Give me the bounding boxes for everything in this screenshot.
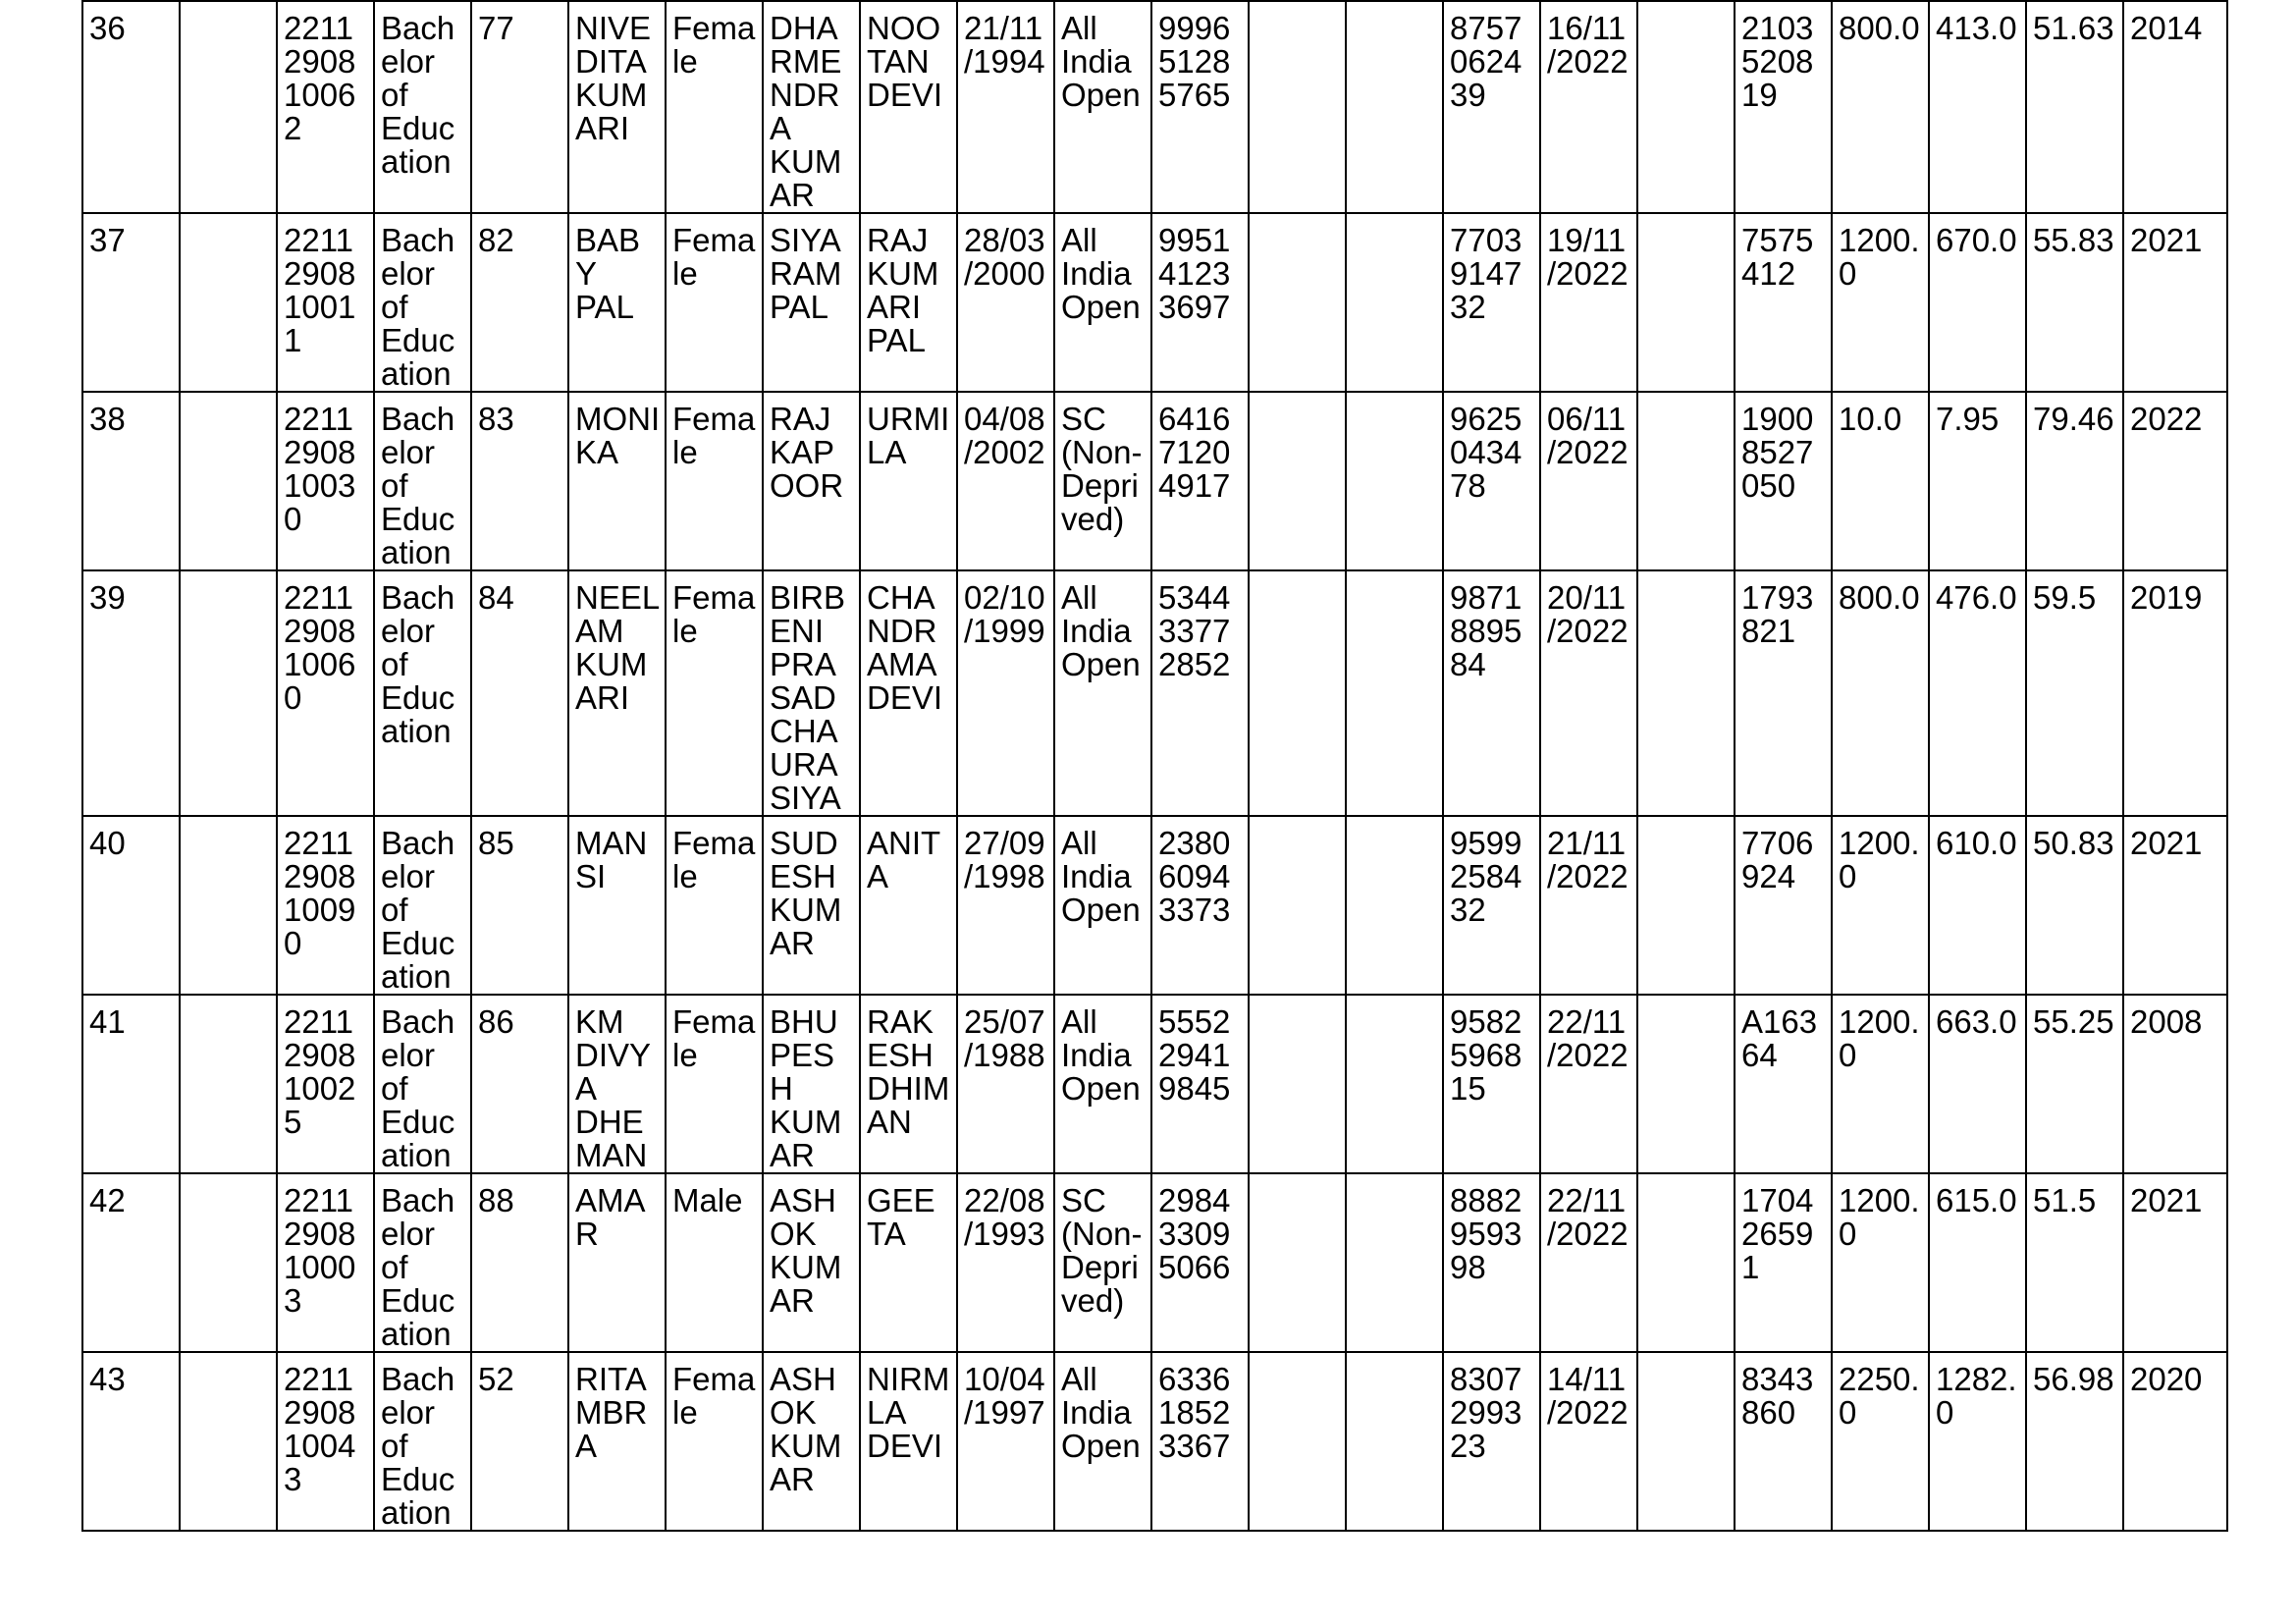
table-cell: SC (Non- Depri ved) bbox=[1054, 1173, 1151, 1352]
table-cell: 1793 821 bbox=[1735, 570, 1832, 816]
table-cell bbox=[1637, 1352, 1735, 1531]
table-cell: 2211 2908 1003 0 bbox=[277, 392, 374, 570]
table-cell: 1704 2659 1 bbox=[1735, 1173, 1832, 1352]
table-cell: 1200. 0 bbox=[1832, 1173, 1929, 1352]
table-cell: 21/11 /1994 bbox=[957, 1, 1054, 213]
table-cell: 79.46 bbox=[2026, 392, 2123, 570]
table-cell: 615.0 bbox=[1929, 1173, 2026, 1352]
table-cell: 37 bbox=[82, 213, 180, 392]
table-cell: Bach elor of Educ ation bbox=[374, 1, 471, 213]
table-cell: 36 bbox=[82, 1, 180, 213]
table-cell: 2380 6094 3373 bbox=[1151, 816, 1249, 995]
table-cell: 06/11 /2022 bbox=[1540, 392, 1637, 570]
table-cell: 9996 5128 5765 bbox=[1151, 1, 1249, 213]
table-cell: 51.63 bbox=[2026, 1, 2123, 213]
table-cell: 50.83 bbox=[2026, 816, 2123, 995]
table-cell: A163 64 bbox=[1735, 995, 1832, 1173]
table-cell: 2020 bbox=[2123, 1352, 2227, 1531]
table-row bbox=[82, 816, 2227, 995]
table-cell bbox=[180, 1, 277, 213]
table-cell: MAN SI bbox=[568, 816, 666, 995]
table-cell: 7.95 bbox=[1929, 392, 2026, 570]
table-cell bbox=[180, 816, 277, 995]
table-cell: 04/08 /2002 bbox=[957, 392, 1054, 570]
table-cell: 1200. 0 bbox=[1832, 995, 1929, 1173]
table-cell: RAJ KUM ARI PAL bbox=[860, 213, 957, 392]
table-cell: All India Open bbox=[1054, 1, 1151, 213]
table-cell: 25/07 /1988 bbox=[957, 995, 1054, 1173]
table-cell: 10.0 bbox=[1832, 392, 1929, 570]
table-cell: 6416 7120 4917 bbox=[1151, 392, 1249, 570]
table-cell: 2014 bbox=[2123, 1, 2227, 213]
table-cell bbox=[1249, 995, 1346, 1173]
table-cell: KM DIVY A DHE MAN bbox=[568, 995, 666, 1173]
table-cell: Fema le bbox=[666, 392, 763, 570]
table-cell bbox=[1346, 1173, 1443, 1352]
table-cell: 39 bbox=[82, 570, 180, 816]
table-cell bbox=[180, 995, 277, 1173]
table-cell: 02/10 /1999 bbox=[957, 570, 1054, 816]
table-cell: Bach elor of Educ ation bbox=[374, 392, 471, 570]
table-cell: 85 bbox=[471, 816, 568, 995]
table-cell bbox=[1637, 1173, 1735, 1352]
table-cell bbox=[1346, 213, 1443, 392]
table-cell bbox=[1346, 1352, 1443, 1531]
table-row bbox=[82, 570, 2227, 816]
table-cell bbox=[180, 570, 277, 816]
table-cell bbox=[180, 392, 277, 570]
table-cell: 20/11 /2022 bbox=[1540, 570, 1637, 816]
table-cell: Fema le bbox=[666, 1352, 763, 1531]
table-cell: 22/11 /2022 bbox=[1540, 1173, 1637, 1352]
table-cell: 14/11 /2022 bbox=[1540, 1352, 1637, 1531]
records-table bbox=[81, 0, 2228, 1532]
table-cell: 10/04 /1997 bbox=[957, 1352, 1054, 1531]
table-cell bbox=[1249, 1352, 1346, 1531]
table-cell bbox=[1637, 570, 1735, 816]
table-cell: 8757 0624 39 bbox=[1443, 1, 1540, 213]
table-cell: Fema le bbox=[666, 570, 763, 816]
table-cell: 2250. 0 bbox=[1832, 1352, 1929, 1531]
table-cell bbox=[1249, 570, 1346, 816]
table-cell: 1200. 0 bbox=[1832, 213, 1929, 392]
table-cell bbox=[1346, 392, 1443, 570]
table-cell: 84 bbox=[471, 570, 568, 816]
table-cell: 2211 2908 1001 1 bbox=[277, 213, 374, 392]
table-cell: NOO TAN DEVI bbox=[860, 1, 957, 213]
table-cell: 2211 2908 1006 2 bbox=[277, 1, 374, 213]
table-cell bbox=[1346, 1, 1443, 213]
table-cell bbox=[1249, 1173, 1346, 1352]
table-cell bbox=[1249, 1, 1346, 213]
table-row bbox=[82, 392, 2227, 570]
table-cell: ASH OK KUM AR bbox=[763, 1173, 860, 1352]
table-cell: 41 bbox=[82, 995, 180, 1173]
table-cell: SIYA RAM PAL bbox=[763, 213, 860, 392]
table-cell: Bach elor of Educ ation bbox=[374, 1173, 471, 1352]
table-cell: 2021 bbox=[2123, 213, 2227, 392]
table-cell: BAB Y PAL bbox=[568, 213, 666, 392]
table-cell bbox=[1346, 570, 1443, 816]
table-cell: 476.0 bbox=[1929, 570, 2026, 816]
table-cell: 59.5 bbox=[2026, 570, 2123, 816]
records-body bbox=[82, 1, 2227, 1531]
table-cell: 55.83 bbox=[2026, 213, 2123, 392]
table-cell: AMA R bbox=[568, 1173, 666, 1352]
table-cell: Fema le bbox=[666, 1, 763, 213]
table-cell bbox=[180, 1352, 277, 1531]
table-cell: Fema le bbox=[666, 213, 763, 392]
table-cell: 2022 bbox=[2123, 392, 2227, 570]
table-cell: All India Open bbox=[1054, 1352, 1151, 1531]
table-cell: 9871 8895 84 bbox=[1443, 570, 1540, 816]
table-cell: 9951 4123 3697 bbox=[1151, 213, 1249, 392]
table-cell: 6336 1852 3367 bbox=[1151, 1352, 1249, 1531]
table-cell: 2984 3309 5066 bbox=[1151, 1173, 1249, 1352]
table-cell: 5344 3377 2852 bbox=[1151, 570, 1249, 816]
table-cell: 55.25 bbox=[2026, 995, 2123, 1173]
table-cell: 800.0 bbox=[1832, 570, 1929, 816]
table-cell: 8882 9593 98 bbox=[1443, 1173, 1540, 1352]
table-cell: 2019 bbox=[2123, 570, 2227, 816]
table-cell bbox=[1249, 816, 1346, 995]
table-cell: Bach elor of Educ ation bbox=[374, 213, 471, 392]
table-cell: NEEL AM KUM ARI bbox=[568, 570, 666, 816]
table-cell: 56.98 bbox=[2026, 1352, 2123, 1531]
table-cell: Fema le bbox=[666, 995, 763, 1173]
table-cell: Bach elor of Educ ation bbox=[374, 1352, 471, 1531]
table-cell bbox=[180, 213, 277, 392]
table-cell: 86 bbox=[471, 995, 568, 1173]
table-cell bbox=[1249, 392, 1346, 570]
table-cell: ANIT A bbox=[860, 816, 957, 995]
table-cell: 2211 2908 1009 0 bbox=[277, 816, 374, 995]
table-cell: 2021 bbox=[2123, 816, 2227, 995]
table-cell: 2021 bbox=[2123, 1173, 2227, 1352]
table-cell: GEE TA bbox=[860, 1173, 957, 1352]
table-cell: 28/03 /2000 bbox=[957, 213, 1054, 392]
table-cell: 7575 412 bbox=[1735, 213, 1832, 392]
table-cell: 83 bbox=[471, 392, 568, 570]
table-cell bbox=[1249, 213, 1346, 392]
table-cell: Male bbox=[666, 1173, 763, 1352]
table-cell: 38 bbox=[82, 392, 180, 570]
table-cell: DHA RME NDR A KUM AR bbox=[763, 1, 860, 213]
table-cell: SC (Non- Depri ved) bbox=[1054, 392, 1151, 570]
table-cell: 413.0 bbox=[1929, 1, 2026, 213]
table-cell: 9599 2584 32 bbox=[1443, 816, 1540, 995]
table-cell: BIRB ENI PRA SAD CHA URA SIYA bbox=[763, 570, 860, 816]
table-cell: 800.0 bbox=[1832, 1, 1929, 213]
table-cell: 51.5 bbox=[2026, 1173, 2123, 1352]
table-cell: 8343 860 bbox=[1735, 1352, 1832, 1531]
table-cell: 5552 2941 9845 bbox=[1151, 995, 1249, 1173]
table-cell: 82 bbox=[471, 213, 568, 392]
table-cell: NIRM LA DEVI bbox=[860, 1352, 957, 1531]
table-cell: 610.0 bbox=[1929, 816, 2026, 995]
table-cell: 42 bbox=[82, 1173, 180, 1352]
table-cell: 670.0 bbox=[1929, 213, 2026, 392]
table-row bbox=[82, 1, 2227, 213]
table-cell: Fema le bbox=[666, 816, 763, 995]
table-cell: 7706 924 bbox=[1735, 816, 1832, 995]
table-cell: 40 bbox=[82, 816, 180, 995]
table-row bbox=[82, 213, 2227, 392]
table-cell: Bach elor of Educ ation bbox=[374, 570, 471, 816]
table-cell: 88 bbox=[471, 1173, 568, 1352]
table-cell bbox=[1637, 995, 1735, 1173]
table-cell: 16/11 /2022 bbox=[1540, 1, 1637, 213]
table-cell: All India Open bbox=[1054, 816, 1151, 995]
table-cell: NIVE DITA KUM ARI bbox=[568, 1, 666, 213]
table-cell: 9625 0434 78 bbox=[1443, 392, 1540, 570]
table-cell bbox=[1637, 392, 1735, 570]
table-cell bbox=[1346, 816, 1443, 995]
table-cell: CHA NDR AMA DEVI bbox=[860, 570, 957, 816]
table-cell: All India Open bbox=[1054, 570, 1151, 816]
table-cell: URMI LA bbox=[860, 392, 957, 570]
table-cell: ASH OK KUM AR bbox=[763, 1352, 860, 1531]
table-cell: 1900 8527 050 bbox=[1735, 392, 1832, 570]
table-cell: 7703 9147 32 bbox=[1443, 213, 1540, 392]
table-cell: RAJ KAP OOR bbox=[763, 392, 860, 570]
table-cell: 19/11 /2022 bbox=[1540, 213, 1637, 392]
table-cell: RITA MBR A bbox=[568, 1352, 666, 1531]
table-cell: Bach elor of Educ ation bbox=[374, 816, 471, 995]
table-cell: 2211 2908 1000 3 bbox=[277, 1173, 374, 1352]
table-cell bbox=[1637, 1, 1735, 213]
table-cell: 2211 2908 1006 0 bbox=[277, 570, 374, 816]
table-cell: 663.0 bbox=[1929, 995, 2026, 1173]
table-cell: Bach elor of Educ ation bbox=[374, 995, 471, 1173]
table-cell: SUD ESH KUM AR bbox=[763, 816, 860, 995]
table-cell: 1282. 0 bbox=[1929, 1352, 2026, 1531]
table-cell: 9582 5968 15 bbox=[1443, 995, 1540, 1173]
table-cell: 8307 2993 23 bbox=[1443, 1352, 1540, 1531]
table-row bbox=[82, 1173, 2227, 1352]
table-cell: All India Open bbox=[1054, 995, 1151, 1173]
table-cell: 22/11 /2022 bbox=[1540, 995, 1637, 1173]
table-cell: 2103 5208 19 bbox=[1735, 1, 1832, 213]
table-cell: 21/11 /2022 bbox=[1540, 816, 1637, 995]
table-row bbox=[82, 995, 2227, 1173]
table-cell: 77 bbox=[471, 1, 568, 213]
table-cell: 2211 2908 1004 3 bbox=[277, 1352, 374, 1531]
table-cell: 22/08 /1993 bbox=[957, 1173, 1054, 1352]
table-cell bbox=[180, 1173, 277, 1352]
table-cell: BHU PES H KUM AR bbox=[763, 995, 860, 1173]
table-cell bbox=[1637, 213, 1735, 392]
table-row bbox=[82, 1352, 2227, 1531]
table-cell: 2008 bbox=[2123, 995, 2227, 1173]
table-cell: All India Open bbox=[1054, 213, 1151, 392]
table-cell bbox=[1637, 816, 1735, 995]
table-cell: 1200. 0 bbox=[1832, 816, 1929, 995]
table-cell: 27/09 /1998 bbox=[957, 816, 1054, 995]
table-cell: RAK ESH DHIM AN bbox=[860, 995, 957, 1173]
table-cell: 43 bbox=[82, 1352, 180, 1531]
table-cell: MONI KA bbox=[568, 392, 666, 570]
table-cell bbox=[1346, 995, 1443, 1173]
table-cell: 2211 2908 1002 5 bbox=[277, 995, 374, 1173]
table-cell: 52 bbox=[471, 1352, 568, 1531]
